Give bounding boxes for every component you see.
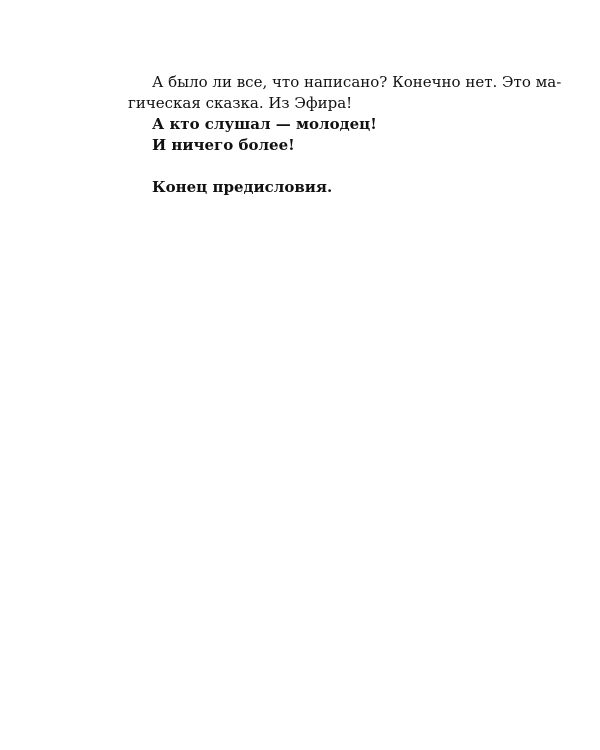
paragraph-spacer: [128, 156, 548, 177]
body-text: [128, 72, 562, 198]
bold-line-nothing-more: И ничего более!: [152, 136, 295, 154]
paragraph-line-1: А было ли все, что написано? Конечно нет. Это ма-: [152, 73, 562, 91]
closing-line: Конец предисловия.: [152, 178, 333, 196]
paragraph-line-2: гическая сказка. Из Эфира!: [128, 94, 353, 112]
bold-line-listener: А кто слушал — молодец!: [152, 115, 377, 133]
